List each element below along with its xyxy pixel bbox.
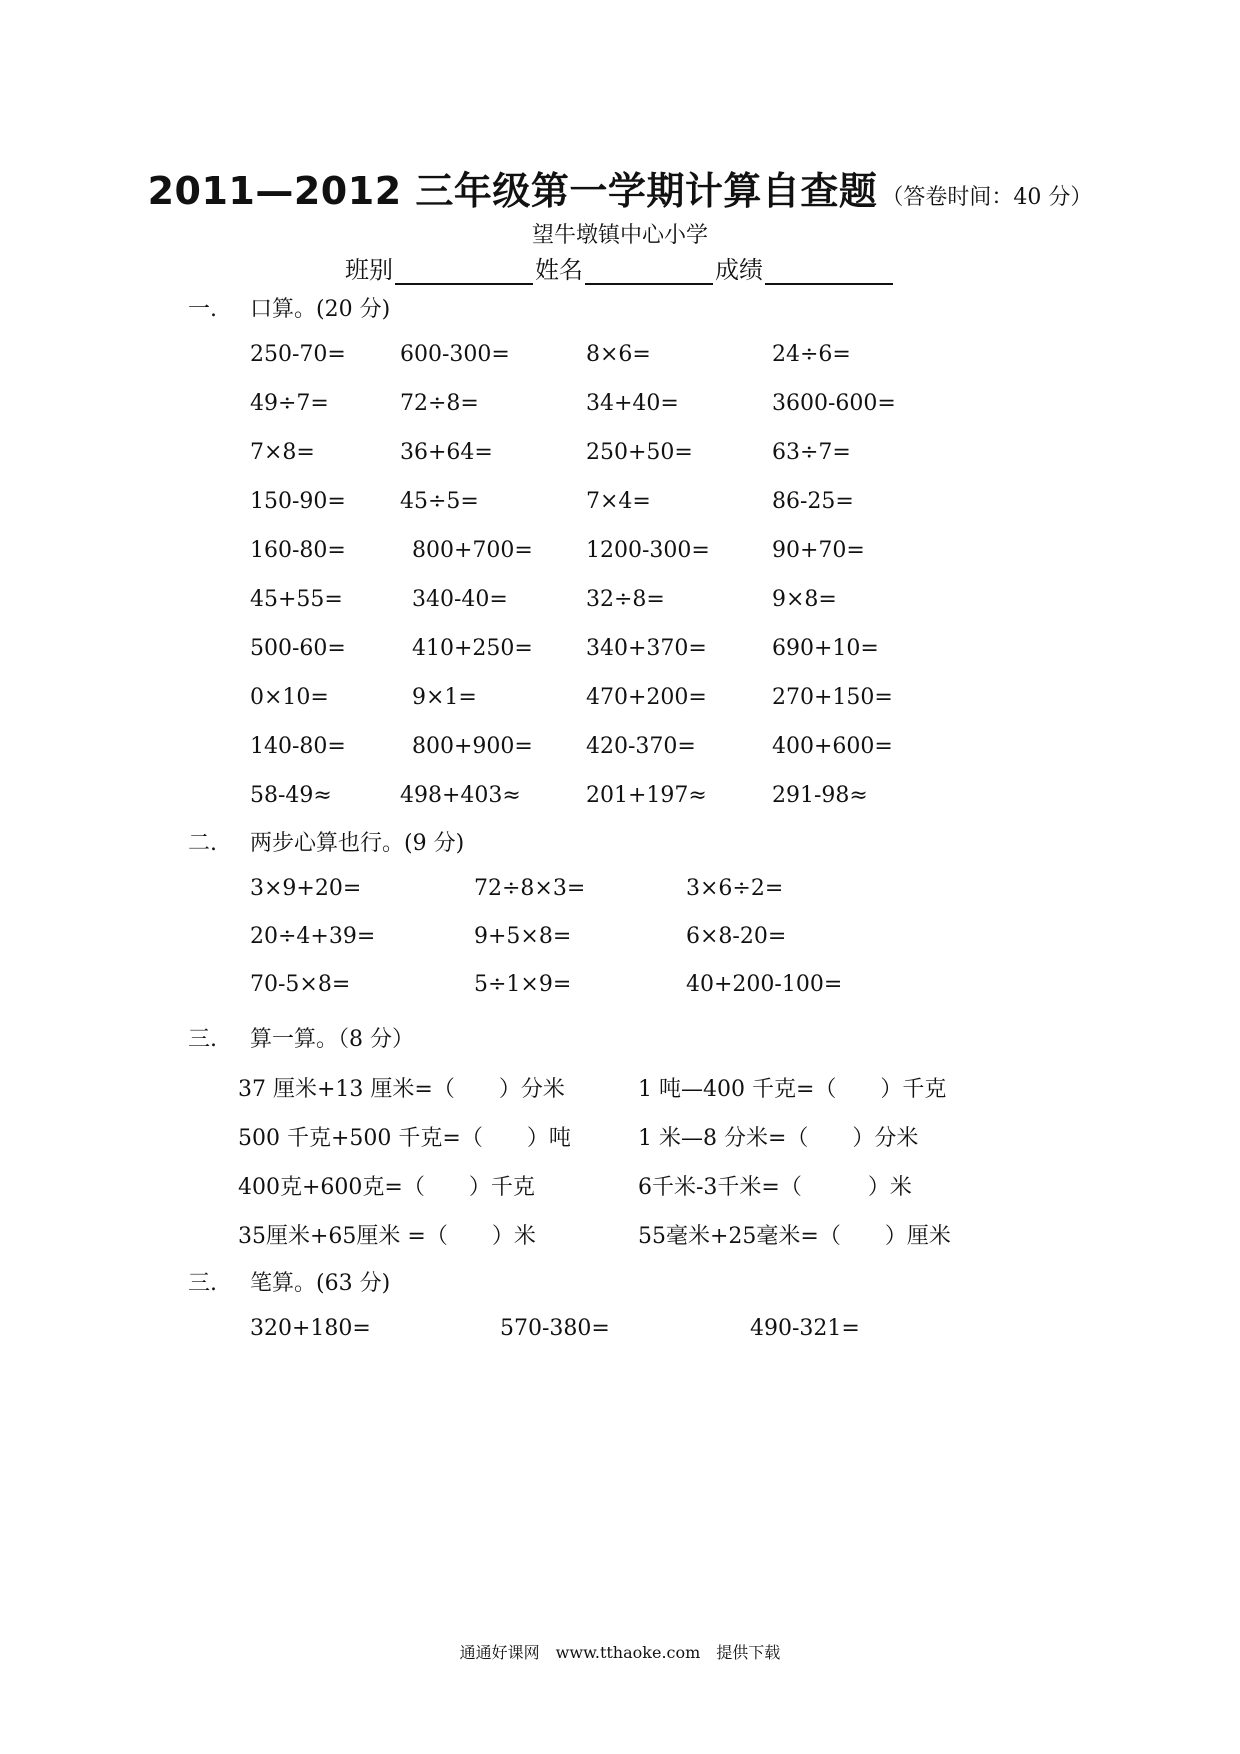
written-problem: 570-380= (500, 1316, 610, 1341)
two-step-grid (250, 876, 1010, 1020)
name-blank[interactable] (585, 257, 713, 285)
oral-problem: 34+40= (586, 391, 679, 416)
oral-problem: 36+64= (400, 440, 493, 465)
section-1-title: 口算。(20 分) (250, 297, 391, 322)
section-2-heading (188, 826, 464, 857)
oral-problem: 201+197≈ (586, 783, 707, 808)
footer-source: 通通好课网 www.tthaoke.com 提供下载 (459, 1643, 781, 1662)
score-blank[interactable] (765, 257, 893, 285)
section-3-title: 算一算。（8 分） (250, 1027, 414, 1052)
unit-conversion-problem: 37 厘米+13 厘米=（ ）分米 (238, 1077, 565, 1102)
unit-conversion-problem: 500 千克+500 千克=（ ）吨 (238, 1126, 571, 1151)
oral-row (250, 538, 1010, 587)
section-2-number: 二. (188, 831, 217, 856)
unit-conversion-row (238, 1121, 1018, 1170)
oral-problem: 291-98≈ (772, 783, 868, 808)
unit-conversion-problem: 1 吨—400 千克=（ ）千克 (638, 1077, 947, 1102)
unit-conversion-row (238, 1170, 1018, 1219)
oral-row (250, 685, 1010, 734)
exam-title (0, 160, 1240, 215)
section-1-number: 一. (188, 297, 217, 322)
oral-problem: 49÷7= (250, 391, 329, 416)
oral-problem: 3600-600= (772, 391, 896, 416)
oral-problem: 800+700= (412, 538, 533, 563)
written-calculation-row (250, 1316, 1010, 1365)
unit-conversion-problem: 400克+600克=（ ）千克 (238, 1175, 535, 1200)
oral-problem: 45÷5= (400, 489, 479, 514)
two-step-problem: 3×9+20= (250, 876, 362, 901)
score-label: 成绩 (715, 256, 763, 284)
oral-problem: 470+200= (586, 685, 707, 710)
oral-problem: 420-370= (586, 734, 696, 759)
oral-problem: 90+70= (772, 538, 865, 563)
unit-conversion-row (238, 1072, 1018, 1121)
class-blank[interactable] (395, 257, 533, 285)
oral-problem: 72÷8= (400, 391, 479, 416)
oral-calculation-grid (250, 342, 1010, 832)
oral-problem: 270+150= (772, 685, 893, 710)
oral-problem: 250+50= (586, 440, 693, 465)
school-name: 望牛墩镇中心小学 (531, 223, 708, 248)
oral-row (250, 391, 1010, 440)
oral-problem: 45+55= (250, 587, 343, 612)
two-step-row (250, 972, 1010, 1020)
oral-problem: 250-70= (250, 342, 346, 367)
oral-problem: 32÷8= (586, 587, 665, 612)
oral-problem: 63÷7= (772, 440, 851, 465)
two-step-problem: 20÷4+39= (250, 924, 376, 949)
two-step-problem: 6×8-20= (686, 924, 787, 949)
written-row (250, 1316, 1010, 1365)
unit-conversion-problem: 6千米-3千米=（ ）米 (638, 1175, 912, 1200)
oral-problem: 800+900= (412, 734, 533, 759)
student-info-line (0, 250, 1240, 285)
oral-problem: 498+403≈ (400, 783, 521, 808)
oral-problem: 140-80= (250, 734, 346, 759)
section-4-number: 三. (188, 1271, 217, 1296)
section-2-title: 两步心算也行。(9 分) (250, 831, 465, 856)
two-step-problem: 40+200-100= (686, 972, 843, 997)
oral-problem: 400+600= (772, 734, 893, 759)
oral-row (250, 489, 1010, 538)
oral-problem: 150-90= (250, 489, 346, 514)
written-problem: 490-321= (750, 1316, 860, 1341)
two-step-problem: 3×6÷2= (686, 876, 784, 901)
oral-problem: 600-300= (400, 342, 510, 367)
oral-problem: 7×8= (250, 440, 315, 465)
title-time-note: （答卷时间：40 分） (881, 185, 1093, 210)
unit-conversion-problem: 1 米—8 分米=（ ）分米 (638, 1126, 919, 1151)
two-step-row (250, 876, 1010, 924)
oral-row (250, 440, 1010, 489)
oral-row (250, 783, 1010, 832)
oral-problem: 9×1= (412, 685, 477, 710)
title-main: 2011—2012 三年级第一学期计算自查题 (147, 169, 878, 213)
oral-problem: 340-40= (412, 587, 508, 612)
oral-row (250, 587, 1010, 636)
two-step-problem: 9+5×8= (474, 924, 572, 949)
oral-problem: 1200-300= (586, 538, 710, 563)
oral-row (250, 636, 1010, 685)
oral-problem: 410+250= (412, 636, 533, 661)
oral-problem: 0×10= (250, 685, 329, 710)
two-step-problem: 5÷1×9= (474, 972, 572, 997)
oral-problem: 8×6= (586, 342, 651, 367)
section-3-heading (188, 1022, 414, 1053)
oral-problem: 9×8= (772, 587, 837, 612)
oral-problem: 86-25= (772, 489, 854, 514)
unit-conversion-row (238, 1219, 1018, 1268)
written-problem: 320+180= (250, 1316, 371, 1341)
section-3-number: 三. (188, 1027, 217, 1052)
oral-problem: 500-60= (250, 636, 346, 661)
unit-conversion-problem: 55毫米+25毫米=（ ）厘米 (638, 1224, 951, 1249)
oral-problem: 340+370= (586, 636, 707, 661)
section-4-title: 笔算。(63 分) (250, 1271, 391, 1296)
oral-problem: 160-80= (250, 538, 346, 563)
unit-conversion-problem: 35厘米+65厘米 =（ ）米 (238, 1224, 536, 1249)
oral-problem: 7×4= (586, 489, 651, 514)
oral-row (250, 342, 1010, 391)
oral-problem: 58-49≈ (250, 783, 332, 808)
two-step-row (250, 924, 1010, 972)
unit-conversion-grid (238, 1072, 1018, 1268)
name-label: 姓名 (535, 256, 583, 284)
section-4-heading (188, 1266, 390, 1297)
section-1-heading (188, 292, 390, 323)
two-step-problem: 72÷8×3= (474, 876, 586, 901)
oral-row (250, 734, 1010, 783)
oral-problem: 690+10= (772, 636, 879, 661)
class-label: 班别 (345, 256, 393, 284)
oral-problem: 24÷6= (772, 342, 851, 367)
two-step-problem: 70-5×8= (250, 972, 351, 997)
